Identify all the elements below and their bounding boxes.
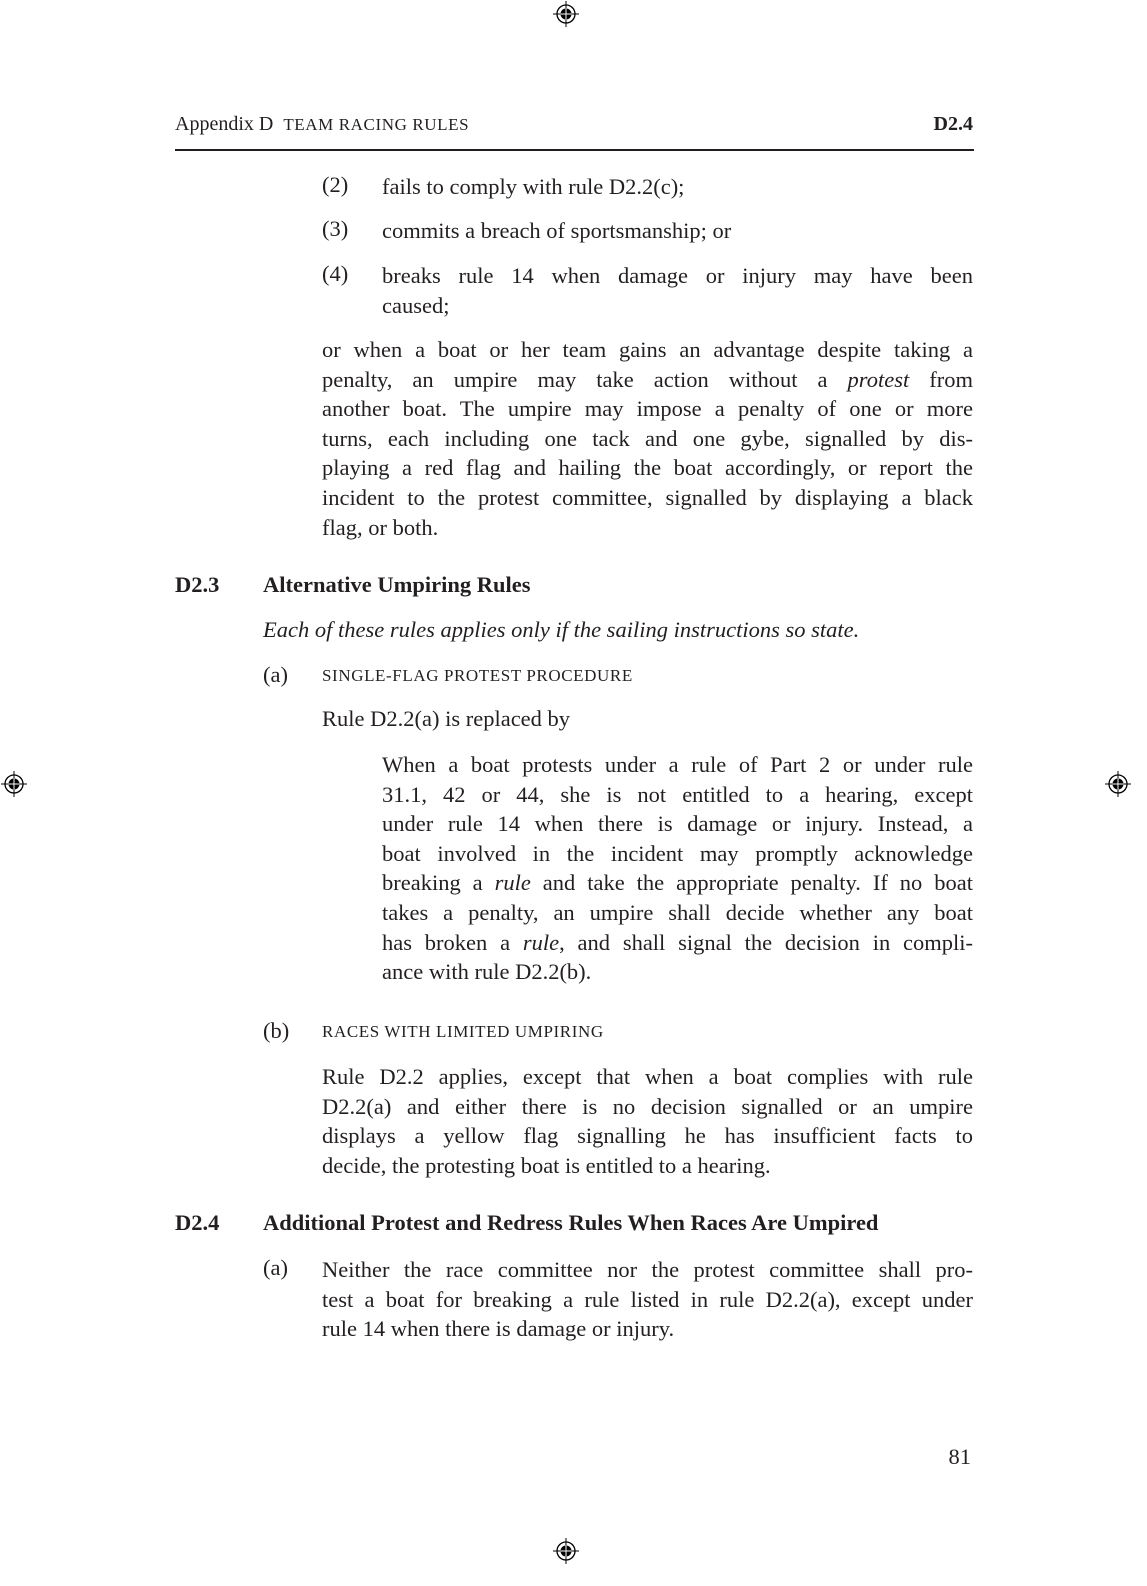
text-line: caused; (382, 292, 450, 318)
text-run: breaking a (382, 870, 495, 896)
registration-mark-icon (553, 1538, 579, 1564)
text-line: under rule 14 when there is damage or injury. Instead, a (382, 811, 973, 837)
text-line: breaks rule 14 when damage or injury may have been (382, 263, 973, 288)
text-line: D2.2(a) and either there is no decision signalled or an umpire (322, 1093, 973, 1119)
text-run: from (909, 366, 973, 392)
text-line (322, 365, 973, 395)
text-line: incident to the protest committee, signalled by displaying a black (322, 485, 973, 510)
subsection-label: (a) (263, 1255, 288, 1280)
registration-mark-icon (553, 1, 579, 27)
defined-term: rule (522, 929, 560, 955)
header-title: TEAM RACING RULES (283, 115, 470, 134)
running-header-left (175, 113, 469, 136)
subsection-label: (b) (263, 1018, 290, 1043)
page-number: 81 (948, 1444, 971, 1469)
subsection-title: RACES WITH LIMITED UMPIRING (322, 1022, 604, 1041)
text-line: Neither the race committee nor the protest committee shall pro- (322, 1257, 973, 1282)
text-run: and take the appropriate penalty. If no boat (530, 870, 973, 896)
item-number: (2) (322, 172, 349, 197)
text-line: displays a yellow flag signalling he has insufficient facts to (322, 1123, 973, 1149)
text-line: ance with rule D2.2(b). (382, 959, 592, 985)
text-line: rule 14 when there is damage or injury. (322, 1316, 675, 1342)
text-run: , and shall signal the decision in compli- (559, 929, 973, 955)
text-line: decide, the protesting boat is entitled to a hearing. (322, 1152, 771, 1178)
header-rule (175, 149, 974, 151)
text-line: 31.1, 42 or 44, she is not entitled to a hearing, except (382, 781, 973, 807)
section-number: D2.4 (175, 1210, 220, 1235)
text-line (382, 868, 973, 898)
text-line: When a boat protests under a rule of Part 2 or under rule (382, 752, 973, 777)
text-line: boat involved in the incident may promptly acknowledge (382, 840, 973, 866)
text-line: flag, or both. (322, 514, 439, 540)
text-line: commits a breach of sportsmanship; or (382, 218, 732, 243)
running-header-section: D2.4 (933, 113, 973, 135)
registration-mark-icon (1, 771, 27, 797)
text-line: another boat. The umpire may impose a penalty of one or more (322, 396, 973, 422)
item-number: (4) (322, 261, 349, 286)
subsection-title: SINGLE-FLAG PROTEST PROCEDURE (322, 666, 633, 685)
defined-term: protest (847, 366, 910, 392)
text-line (382, 928, 973, 958)
section-number: D2.3 (175, 572, 220, 597)
item-number: (3) (322, 216, 349, 241)
subsection-label: (a) (263, 662, 288, 687)
text-line: test a boat for breaking a rule listed in rule D2.2(a), except under (322, 1286, 973, 1312)
header-appendix: Appendix D (175, 113, 274, 135)
registration-mark-icon (1105, 771, 1131, 797)
section-title: Alternative Umpiring Rules (263, 572, 531, 597)
text-line: Rule D2.2 applies, except that when a boat complies with rule (322, 1064, 973, 1089)
text-line: takes a penalty, an umpire shall decide whether any boat (382, 900, 973, 925)
text-line: or when a boat or her team gains an advantage despite taking a (322, 337, 973, 362)
section-title: Additional Protest and Redress Rules When Races Are Umpired (263, 1210, 879, 1235)
text-line: playing a red flag and hailing the boat accordingly, or report the (322, 455, 973, 481)
subsection-lead: Rule D2.2(a) is replaced by (322, 706, 571, 731)
text-line: turns, each including one tack and one gybe, signalled by dis- (322, 425, 973, 451)
defined-term: rule (494, 870, 531, 896)
text-run: has broken a (382, 929, 523, 955)
text-run: penalty, an umpire may take action without a (322, 366, 848, 392)
section-intro: Each of these rules applies only if the sailing instructions so state. (263, 617, 860, 642)
text-line: fails to comply with rule D2.2(c); (382, 174, 685, 199)
